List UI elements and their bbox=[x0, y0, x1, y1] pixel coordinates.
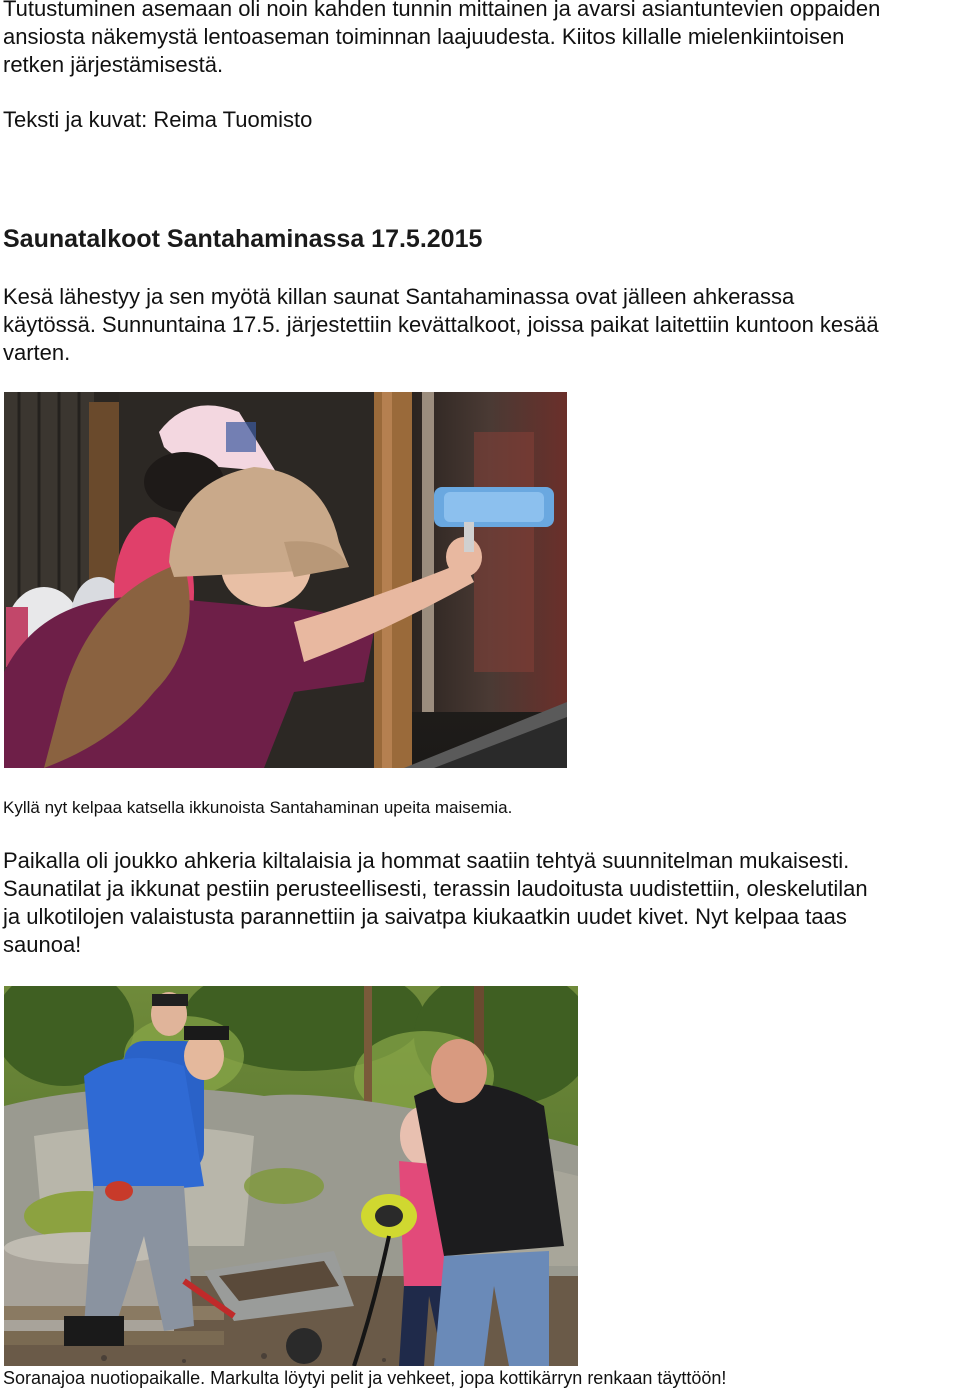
photo-caption: Kyllä nyt kelpaa katsella ikkunoista Santahaminan upeita maisemia. bbox=[3, 798, 513, 817]
photo-window-washing bbox=[4, 392, 567, 768]
author-credit: Teksti ja kuvat: Reima Tuomisto bbox=[3, 107, 313, 132]
article-body-paragraph: Paikalla oli joukko ahkeria kiltalaisia ja hommat saatiin tehtyä suunnitelman mukaisesti. Saunatilat ja ikkunat pestiin perusteellisesti, terassin laudoitusta uudistettiin, oleskelutilan ja ulkotilojen valaistusta parannettiin ja saivatpa kiukaatkin uudet kivet. Nyt kelpaa taas saunoa! bbox=[3, 848, 868, 957]
photo-gravel-hauling-illustration bbox=[4, 986, 578, 1366]
article-title: Saunatalkoot Santahaminassa 17.5.2015 bbox=[3, 225, 483, 253]
photo-gravel-hauling bbox=[4, 986, 578, 1366]
photo-window-washing-illustration bbox=[4, 392, 567, 768]
article-lead-paragraph: Kesä lähestyy ja sen myötä killan saunat Santahaminassa ovat jälleen ahkerassa käytössä. Sunnuntaina 17.5. järjestettiin kevättalkoot, joissa paikat laitettiin kuntoon kesää varten. bbox=[3, 284, 879, 365]
intro-paragraph: Tutustuminen asemaan oli noin kahden tunnin mittainen ja avarsi asiantuntevien oppaiden ansiosta näkemystä lentoaseman toiminnan laajuudesta. Kiitos killalle mielenkiintoisen retken järjestämisestä. bbox=[3, 0, 881, 77]
photo-caption: Soranajoa nuotiopaikalle. Markulta löytyi pelit ja vehkeet, jopa kottikärryn renkaan täyttöön! bbox=[3, 1368, 727, 1388]
